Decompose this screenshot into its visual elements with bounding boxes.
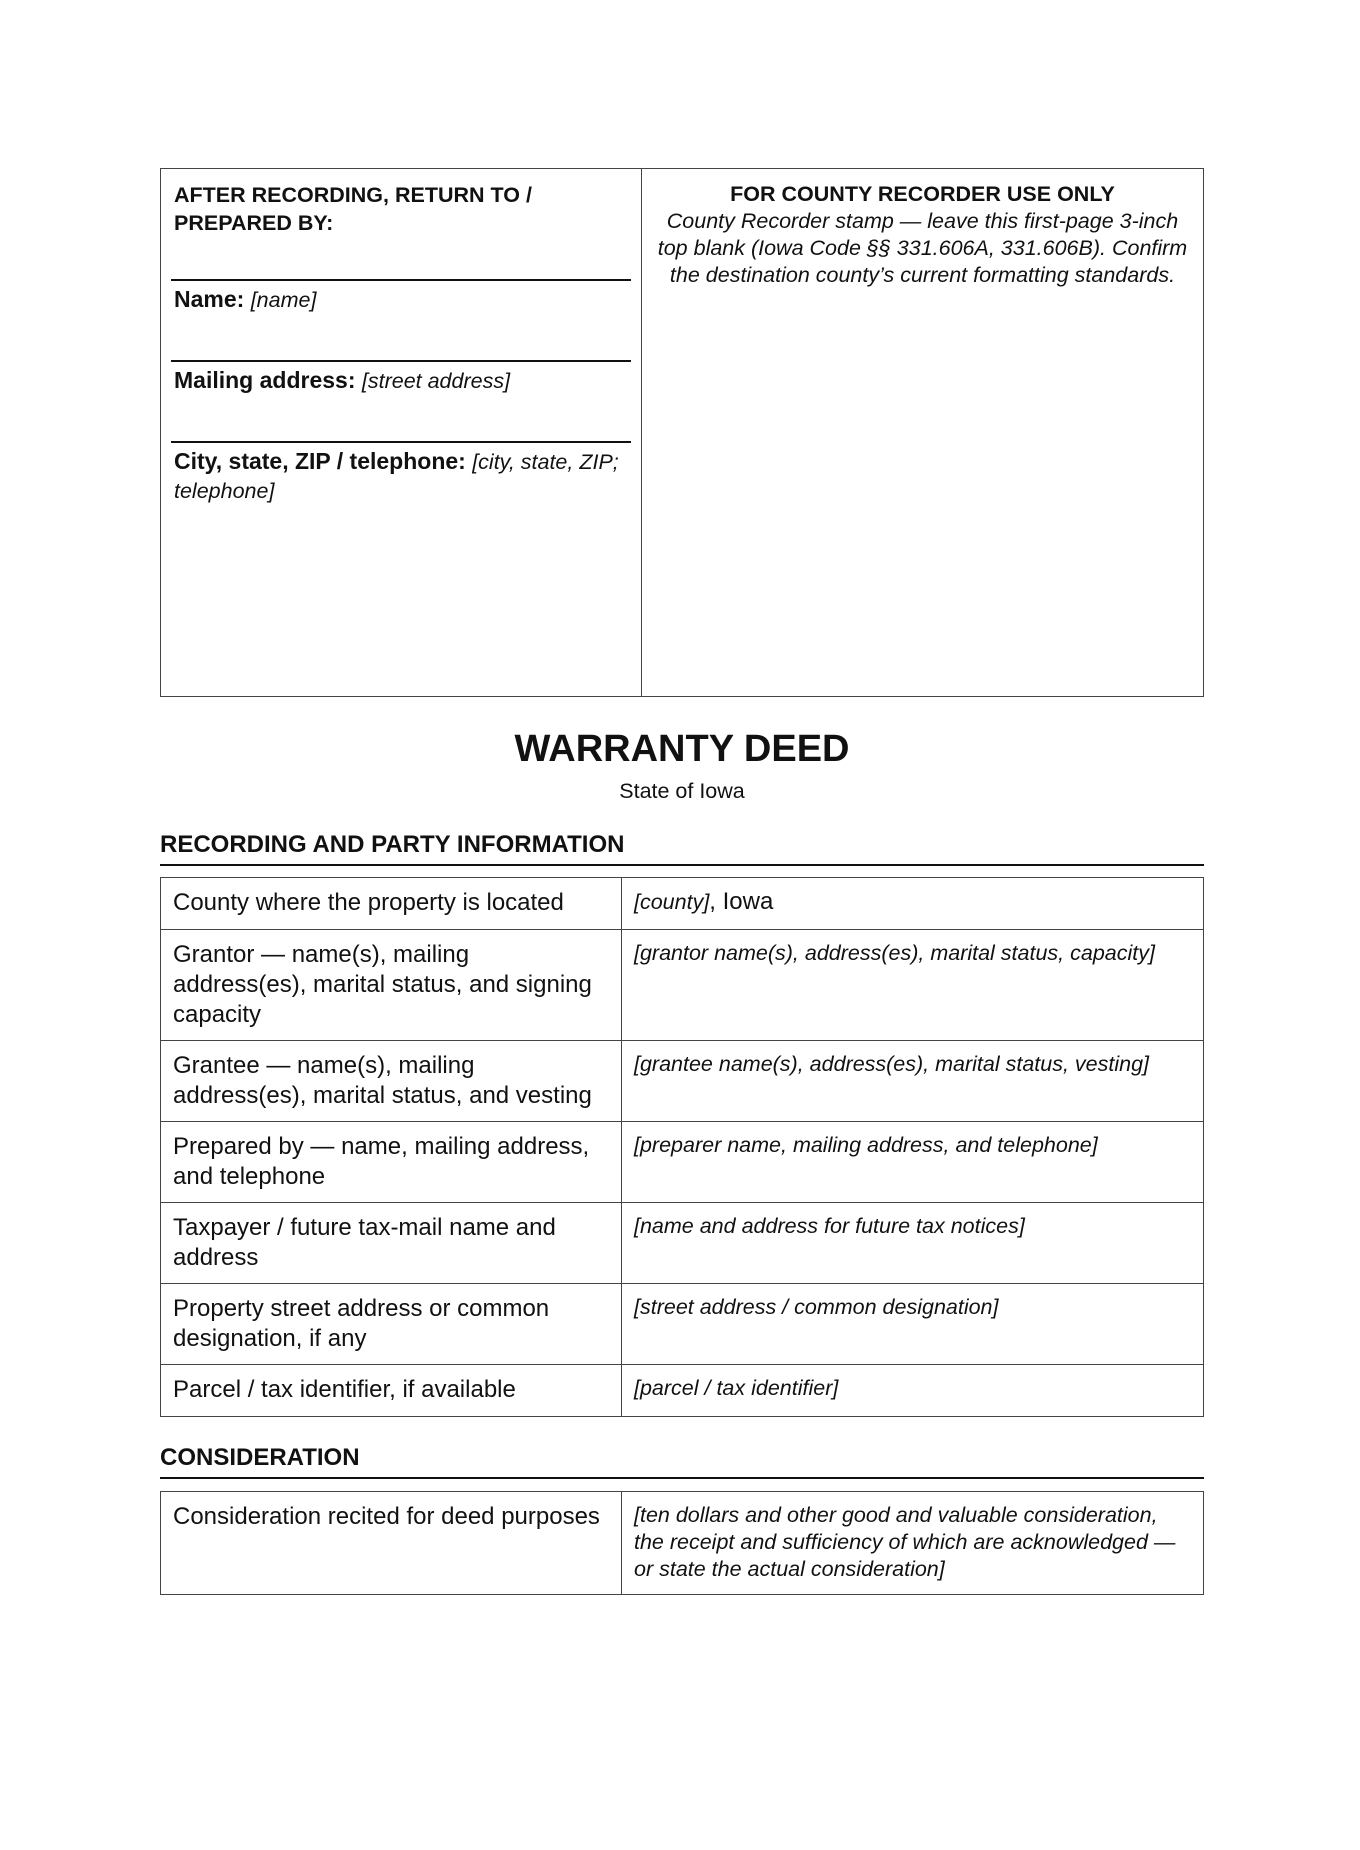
row-label: Property street address or common designation, if any: [161, 1284, 622, 1365]
return-to-title: AFTER RECORDING, RETURN TO / PREPARED BY:: [174, 183, 532, 235]
row-value[interactable]: [street address / common designation]: [622, 1284, 1204, 1365]
table-row: [161, 1365, 1204, 1417]
name-placeholder: [name]: [250, 288, 317, 312]
document-subtitle: State of Iowa: [619, 779, 745, 803]
row-label: Grantee — name(s), mailing address(es), marital status, and vesting: [161, 1041, 622, 1122]
county-suffix: , Iowa: [709, 888, 774, 915]
name-field[interactable]: [174, 285, 614, 314]
recorder-use-section: [642, 169, 1203, 696]
row-label: Parcel / tax identifier, if available: [161, 1365, 622, 1417]
table-row: [161, 930, 1204, 1041]
mailing-address-field[interactable]: [174, 366, 614, 395]
party-info-heading: RECORDING AND PARTY INFORMATION: [160, 830, 1204, 866]
row-label: Taxpayer / future tax-mail name and address: [161, 1203, 622, 1284]
row-value[interactable]: [grantee name(s), address(es), marital status, vesting]: [622, 1041, 1204, 1122]
mailing-address-label: Mailing address:: [174, 367, 356, 393]
table-row: [161, 1041, 1204, 1122]
row-value[interactable]: [name and address for future tax notices]: [622, 1203, 1204, 1284]
city-field[interactable]: [174, 447, 619, 505]
table-row: [161, 1203, 1204, 1284]
city-line: [171, 441, 631, 443]
return-to-section: [161, 169, 642, 696]
row-value[interactable]: [ten dollars and other good and valuable consideration, the receipt and sufficiency of which are acknowledged — or state the actual consideration]: [622, 1492, 1204, 1595]
row-label: Consideration recited for deed purposes: [161, 1492, 622, 1595]
city-placeholder: [city, state, ZIP; telephone]: [174, 450, 619, 503]
party-info-table: [160, 877, 1204, 1417]
row-value[interactable]: [622, 878, 1204, 930]
county-placeholder: [county]: [634, 890, 710, 914]
recorder-note: County Recorder stamp — leave this first-page 3-inch top blank (Iowa Code §§ 331.606A, 331.606B). Confirm the destination county’s current formatting standards.: [657, 209, 1188, 287]
consideration-heading: CONSIDERATION: [160, 1443, 1204, 1479]
row-label: Prepared by — name, mailing address, and telephone: [161, 1122, 622, 1203]
table-row: [161, 1122, 1204, 1203]
row-value[interactable]: [preparer name, mailing address, and telephone]: [622, 1122, 1204, 1203]
name-line: [171, 279, 631, 281]
mailing-address-placeholder: [street address]: [361, 369, 511, 393]
table-row: [161, 878, 1204, 930]
recording-header-box: [160, 168, 1204, 697]
consideration-table: [160, 1491, 1204, 1595]
recorder-title: FOR COUNTY RECORDER USE ONLY: [730, 182, 1115, 206]
mailing-address-line: [171, 360, 631, 362]
row-value[interactable]: [grantor name(s), address(es), marital status, capacity]: [622, 930, 1204, 1041]
name-label: Name:: [174, 286, 245, 312]
table-row: [161, 1284, 1204, 1365]
document-title: WARRANTY DEED: [514, 728, 850, 770]
city-label: City, state, ZIP / telephone:: [174, 448, 466, 474]
row-label: Grantor — name(s), mailing address(es), marital status, and signing capacity: [161, 930, 622, 1041]
row-label: County where the property is located: [161, 878, 622, 930]
row-value[interactable]: [parcel / tax identifier]: [622, 1365, 1204, 1417]
table-row: [161, 1492, 1204, 1595]
